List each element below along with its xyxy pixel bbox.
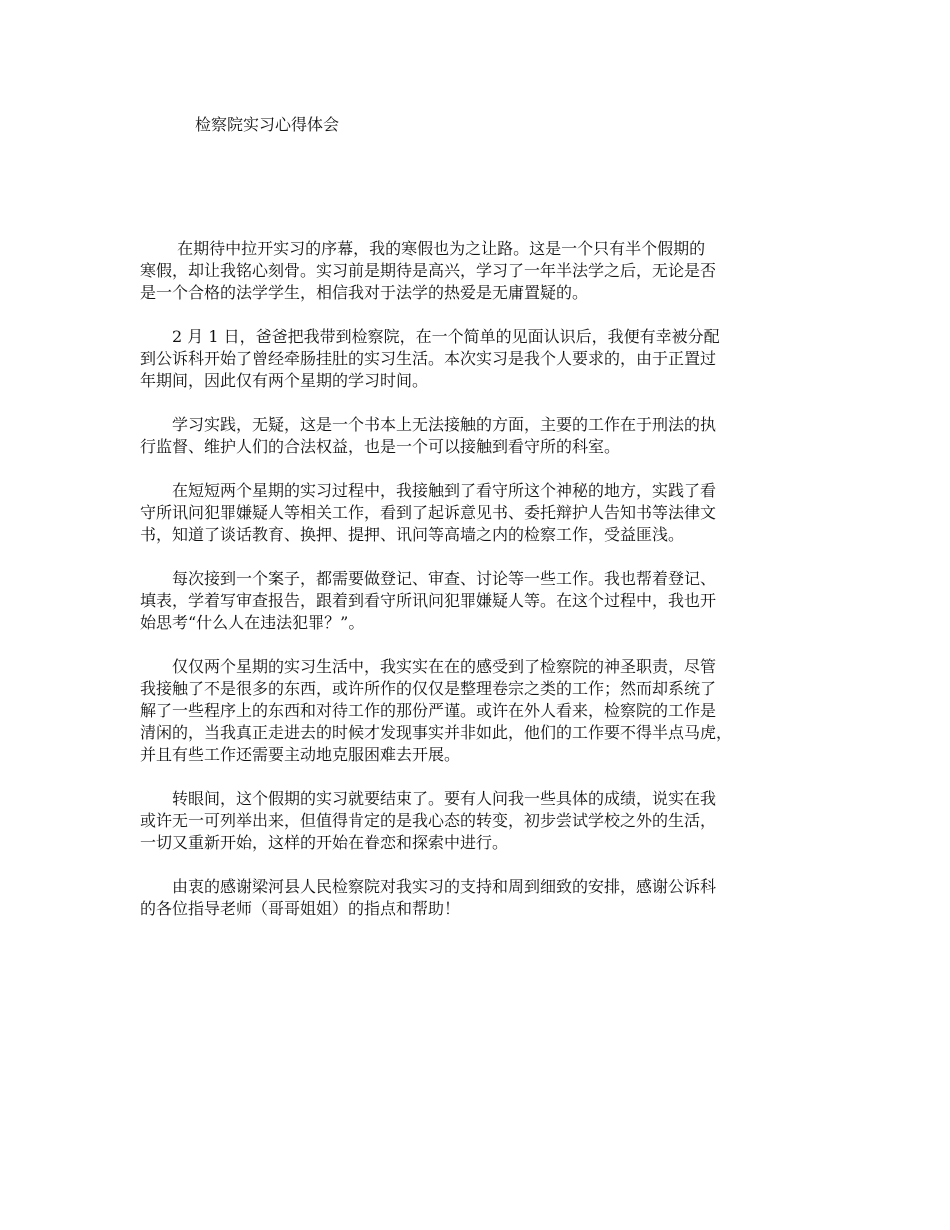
text-line: 守所讯问犯罪嫌疑人等相关工作，看到了起诉意见书、委托辩护人告知书等法律文 — [140, 503, 717, 522]
paragraph-3 — [140, 414, 820, 458]
text-line: 每次接到一个案子，都需要做登记、审查、讨论等一些工作。我也帮着登记、 — [140, 569, 717, 588]
text-line: 年期间，因此仅有两个星期的学习时间。 — [140, 371, 429, 390]
text-line: 解了一些程序上的东西和对待工作的那份严谨。或许在外人看来，检察院的工作是 — [140, 701, 717, 720]
paragraph-8 — [140, 876, 820, 920]
paragraph-7 — [140, 788, 820, 854]
text-line: 学习实践，无疑，这是一个书本上无法接触的方面，主要的工作在于刑法的执 — [140, 415, 717, 434]
text-line: 转眼间，这个假期的实习就要结束了。要有人问我一些具体的成绩，说实在我 — [140, 789, 717, 808]
paragraph-4 — [140, 480, 820, 546]
text-line: 仅仅两个星期的实习生活中，我实实在在的感受到了检察院的神圣职责，尽管 — [140, 657, 717, 676]
text-line: 行监督、维护人们的合法权益，也是一个可以接触到看守所的科室。 — [140, 437, 621, 456]
text-line: 书，知道了谈话教育、换押、提押、讯问等高墙之内的检察工作，受益匪浅。 — [140, 525, 685, 544]
paragraph-1 — [140, 238, 820, 304]
text-line: 的各位指导老师（哥哥姐姐）的指点和帮助！ — [140, 899, 461, 918]
text-line: 我接触了不是很多的东西，或许所作的仅仅是整理卷宗之类的工作；然而却系统了 — [140, 679, 717, 698]
paragraph-6 — [140, 656, 820, 766]
document-body — [140, 238, 820, 942]
text-line: 寒假，却让我铭心刻骨。实习前是期待是高兴，学习了一年半法学之后，无论是否 — [140, 261, 717, 280]
text-line: 在短短两个星期的实习过程中，我接触到了看守所这个神秘的地方，实践了看 — [140, 481, 717, 500]
text-line: 填表，学着写审查报告，跟着到看守所讯问犯罪嫌疑人等。在这个过程中，我也开 — [140, 591, 717, 610]
text-line: 是一个合格的法学学生，相信我对于法学的热爱是无庸置疑的。 — [140, 283, 589, 302]
paragraph-5 — [140, 568, 820, 634]
text-line: 始思考“什么人在违法犯罪？”。 — [140, 613, 365, 632]
text-line: 2 月 1 日，爸爸把我带到检察院，在一个简单的见面认识后，我便有幸被分配 — [140, 327, 720, 346]
document-title: 检察院实习心得体会 — [195, 115, 340, 134]
paragraph-2 — [140, 326, 820, 392]
text-line: 一切又重新开始，这样的开始在眷恋和探索中进行。 — [140, 833, 509, 852]
text-line: 或许无一可列举出来，但值得肯定的是我心态的转变，初步尝试学校之外的生活， — [140, 811, 717, 830]
text-line: 到公诉科开始了曾经牵肠挂肚的实习生活。本次实习是我个人要求的，由于正置过 — [140, 349, 717, 368]
text-line: 清闲的，当我真正走进去的时候才发现事实并非如此，他们的工作要不得半点马虎， — [140, 723, 733, 742]
text-line: 并且有些工作还需要主动地克服困难去开展。 — [140, 745, 461, 764]
text-line: 由衷的感谢梁河县人民检察院对我实习的支持和周到细致的安排，感谢公诉科 — [140, 877, 717, 896]
text-line: 在期待中拉开实习的序幕，我的寒假也为之让路。这是一个只有半个假期的 — [140, 239, 706, 258]
